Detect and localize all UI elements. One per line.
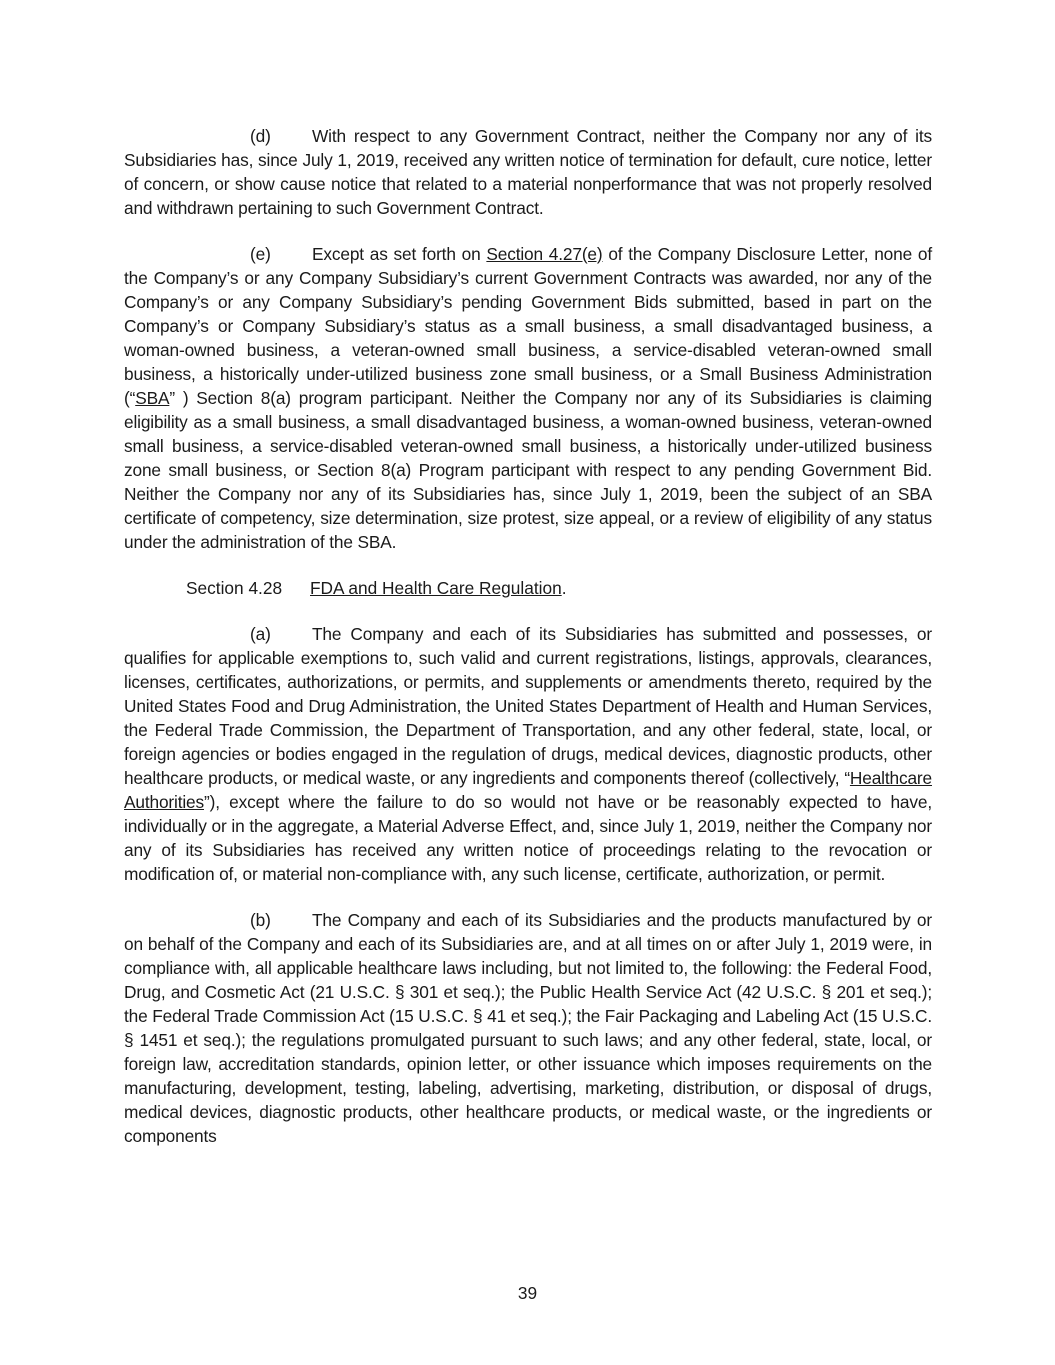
paragraph-b-label: (b)	[250, 910, 271, 930]
document-page	[124, 124, 932, 1170]
paragraph-4-28-b	[124, 908, 932, 1148]
section-number: Section 4.28	[186, 578, 283, 598]
paragraph-e-text-end: ” ) Section 8(a) program participant. Neither the Company nor any of its Subsidiaries is claiming eligibility as a small business, a small disadvantaged business, a woman-owned business, veteran-owned small business, a service-disabled veteran-owned small business, a historically under-utilized business zone small business, or Section 8(a) Program participant with respect to any pending Government Bid. Neither the Company nor any of its Subsidiaries has, since July 1, 2019, been the subject of an SBA certificate of competency, size determination, size protest, size appeal, or a review of eligibility of any status under the administration of the SBA.	[124, 388, 932, 552]
paragraph-a-label: (a)	[250, 624, 271, 644]
healthcare-authorities-defined-term: Healthcare Authorities	[124, 768, 932, 812]
section-title-period: .	[561, 578, 567, 598]
section-4-27e-reference: Section 4.27(e)	[486, 244, 603, 264]
paragraph-e	[124, 242, 932, 554]
paragraph-e-label: (e)	[250, 244, 271, 264]
paragraph-a-text-start: The Company and each of its Subsidiaries has submitted and possesses, or qualifies for applicable exemptions to, such valid and current registrations, listings, approvals, clearances, licenses, certificates, authorizations, or permits, and supplements or amendments thereto, required by the United States Food and Drug Administration, the United States Department of Health and Human Services, the Federal Trade Commission, the Department of Transportation, and any other federal, state, local, or foreign agencies or bodies engaged in the regulation of drugs, medical devices, diagnostic products, other healthcare products, or medical waste, or any ingredients and components thereof (collectively, “	[124, 624, 932, 788]
paragraph-d-text: With respect to any Government Contract, neither the Company nor any of its Subsidiaries has, since July 1, 2019, received any written notice of termination for default, cure notice, letter of concern, or show cause notice that related to a material nonperformance that was not properly resolved and withdrawn pertaining to such Government Contract.	[124, 126, 932, 218]
paragraph-b-text: The Company and each of its Subsidiaries and the products manufactured by or on behalf of the Company and each of its Subsidiaries are, and at all times on or after July 1, 2019 were, in compliance with, all applicable healthcare laws including, but not limited to, the following: the Federal Food, Drug, and Cosmetic Act (21 U.S.C. § 301 et seq.); the Public Health Service Act (42 U.S.C. § 201 et seq.); the Federal Trade Commission Act (15 U.S.C. § 41 et seq.); the Fair Packaging and Labeling Act (15 U.S.C. § 1451 et seq.); the regulations promulgated pursuant to such laws; and any other federal, state, local, or foreign law, accreditation standards, opinion letter, or other issuance which imposes requirements on the manufacturing, development, testing, labeling, advertising, marketing, distribution, or disposal of drugs, medical devices, diagnostic products, other healthcare products, or medical waste, or the ingredients or components	[124, 910, 932, 1146]
paragraph-a-text-end: ”), except where the failure to do so would not have or be reasonably expected to have, individually or in the aggregate, a Material Adverse Effect, and, since July 1, 2019, neither the Company nor any of its Subsidiaries has received any written notice of proceedings relating to the revocation or modification of, or material non-compliance with, any such license, certificate, authorization, or permit.	[124, 792, 932, 884]
paragraph-d	[124, 124, 932, 220]
page-number: 39	[517, 1283, 538, 1303]
sba-defined-term: SBA	[135, 388, 170, 408]
section-4-28-heading	[124, 576, 932, 600]
paragraph-e-text-start: Except as set forth on	[312, 244, 487, 264]
paragraph-d-label: (d)	[250, 126, 271, 146]
paragraph-4-28-a	[124, 622, 932, 886]
paragraph-e-text-middle: of the Company Disclosure Letter, none of the Company’s or any Company Subsidiary’s current Government Contracts was awarded, nor any of the Company’s or any Company Subsidiary’s pending Government Bids submitted, based in part on the Company’s or Company Subsidiary’s status as a small business, a small disadvantaged business, a woman-owned business, a veteran-owned small business, a service-disabled veteran-owned small business, a historically under-utilized business zone small business, or a Small Business Administration (“	[124, 244, 932, 408]
section-title: FDA and Health Care Regulation	[310, 578, 562, 598]
